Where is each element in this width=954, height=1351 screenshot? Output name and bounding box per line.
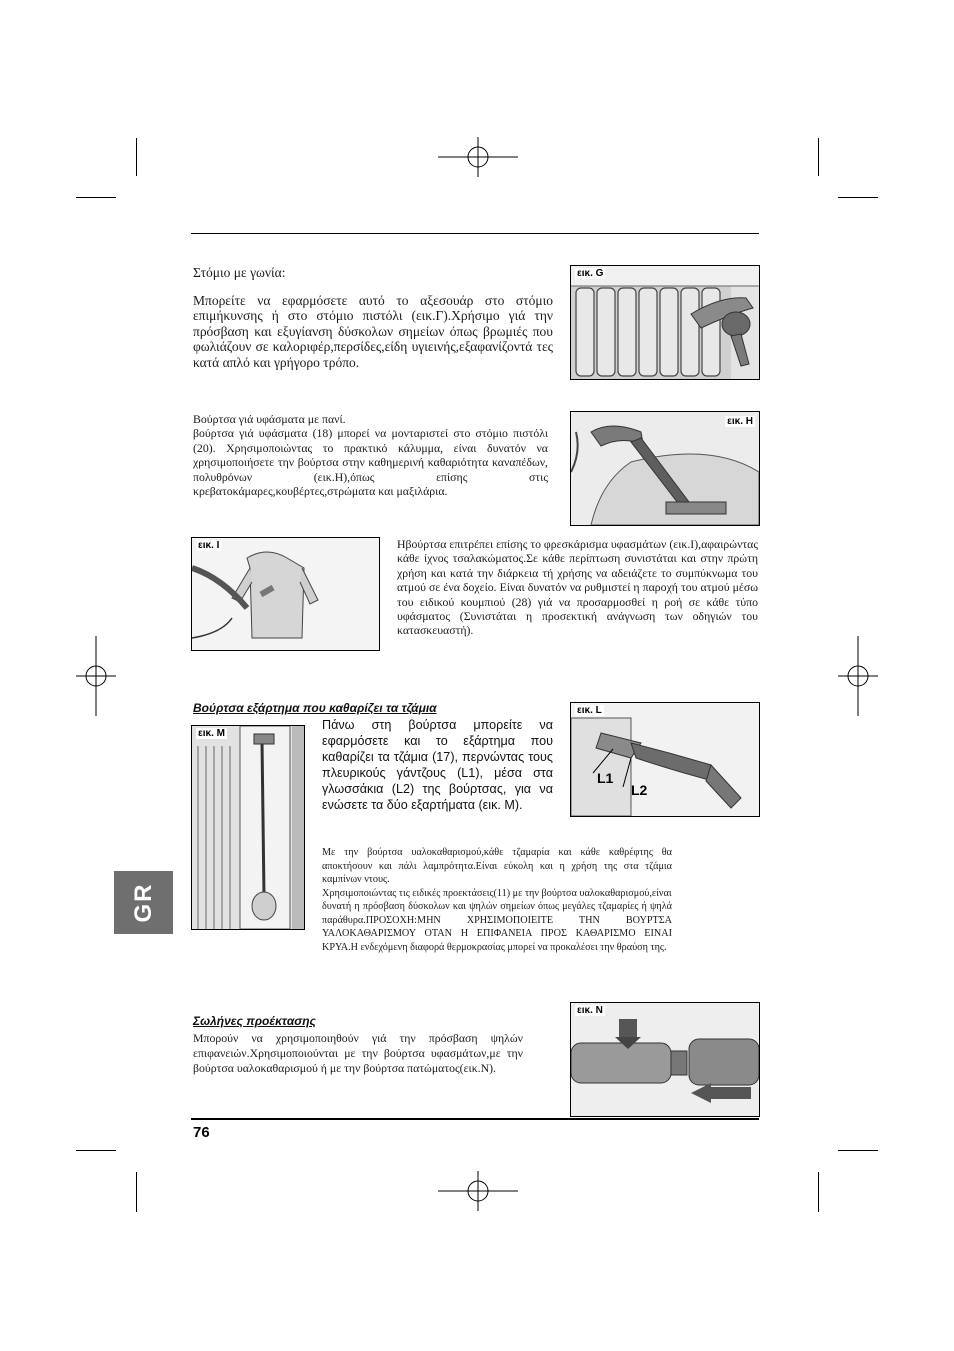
section1 <box>193 265 553 371</box>
crop-mark <box>76 1150 116 1151</box>
section4-title: Σωλήνες προέκτασης <box>193 1014 316 1028</box>
brush-attachment-illustration-icon <box>571 703 759 816</box>
figure-g-label: εικ. G <box>577 268 604 279</box>
page-number: 76 <box>193 1124 210 1141</box>
figure-n <box>570 1002 760 1117</box>
language-tab <box>114 871 173 934</box>
section3-title: Βούρτσα εξάρτημα που καθαρίζει τα τζάμια <box>193 701 437 715</box>
section3-body2: Με την βούρτσα υαλοκαθαρισμού,κάθε τζαμαρία και κάθε καθρέφτης θα αποκτήσουν και πάλι λαμπρότητα.Είναι εύκολη και η χρήση της στα τζάμια καμπίνων ντους. <box>322 847 672 885</box>
figure-g <box>570 265 760 380</box>
figure-m-label: εικ. M <box>198 728 225 739</box>
section2-continued <box>397 537 758 638</box>
section2-body: βούρτσα γιά υφάσματα (18) μπορεί να μονταριστεί στο στόμιο πιστόλι (20). Χρησιμοποιώντας το πρακτικό κάλυμμα, είναι δυνατόν να χρησιμοποιήσετε την βούρτσα στην καθημερινή καθαριότητα καναπέδων, πολυθρόνων (εικ.Η),όπως επίσης στις κρεβατοκάμαρες,κουβέρτες,στρώματα και μαξιλάρια. <box>193 426 548 499</box>
figure-h <box>570 411 760 526</box>
registration-mark-icon <box>438 137 518 177</box>
bottom-rule <box>191 1118 759 1120</box>
garment-steaming-illustration-icon <box>192 538 379 650</box>
section2-body2: Ηβούρτσα επιτρέπει επίσης το φρεσκάρισμα υφασμάτων (εικ.Ι),αφαιρώντας κάθε ίχνος τσαλακώματος.Σε κάθε περίπτωση συνιστάται και στην πρώτη χρήση και κατά την διάρκεια τή χρήσης να αδειάζετε το συμπύκνωμα του ατμού σε ένα δοχείο. Είναι δυνατόν να ρυθμιστεί η παροχή του ατμού μέσω του ειδικού κουμπιού (28) γιά να προσαρμοσθεί η ροή σε κάθε τύπο υφάσματος (Συνιστάται η προσεκτική ανάγνωση των οδηγιών του κατασκευαστή). <box>397 537 758 638</box>
section3-body-block <box>322 717 553 813</box>
section4 <box>193 1031 523 1076</box>
figure-i <box>191 537 380 651</box>
figure-l-l2-label: L2 <box>631 782 648 798</box>
top-rule <box>191 233 759 234</box>
figure-h-label: εικ. H <box>727 416 753 427</box>
section3-body4: δυνατή η πρόσβαση δύσκολων και ψηλών σημείων όπως μεγάλες τζαμαρίες ή ψηλά παράθυρα.ΠΡΟΣΟΧΗ:ΜΗΝ ΧΡΗΣΙΜΟΠΟΙΕΙΤΕ ΤΗΝ ΒΟΥΡΤΣΑ ΥΑΛΟΚΑΘΑΡΙΣΜΟΥ ΟΤΑΝ Η ΕΠΙΦΑΝΕΙΑ ΠΡΟΣ ΚΑΘΑΡΙΣΜΟ ΕΙΝΑΙ ΚΡΥΑ.Η ενδεχόμενη διαφορά θερμοκρασίας μπορεί να προκαλέσει την θραύση της. <box>322 901 672 953</box>
crop-mark <box>136 1172 137 1212</box>
extension-tubes-illustration-icon <box>571 1003 759 1116</box>
figure-l <box>570 702 760 817</box>
radiator-illustration-icon <box>571 266 759 379</box>
section3-details <box>322 846 672 954</box>
section3-body: Πάνω στη βούρτσα μπορείτε να εφαρμόσετε και το εξάρτημα που καθαρίζει τα τζάμια (17), περνώντας τους πλευρικούς γάντζους (L1), μέσα στα γλωσσάκια (L2) της βούρτσας, για να ενώσετε τα δύο εξαρτήματα (εικ. Μ). <box>322 718 553 812</box>
section1-body: Μπορείτε να εφαρμόσετε αυτό το αξεσουάρ στο στόμιο επιμήκυνσης ή στο στόμιο πιστόλι (εικ.Γ).Χρήσιμο γιά την πρόσβαση και εξυγίανση δύσκολων σημείων όπως βρωμιές που φωλιάζουν σε καλοριφέρ,περσίδες,είδη υγιεινής,εξαφανίζοντά τες κατά απλό και γρήγορο τρόπο. <box>193 292 553 370</box>
section1-title: Στόμιο με γωνία: <box>193 265 286 280</box>
crop-mark <box>76 197 116 198</box>
figure-l-l1-label: L1 <box>597 770 614 786</box>
figure-l-label: εικ. L <box>577 705 602 716</box>
crop-mark <box>818 1172 819 1212</box>
figure-i-label: εικ. I <box>198 540 220 551</box>
figure-n-label: εικ. N <box>577 1005 603 1016</box>
sofa-brush-illustration-icon <box>571 412 759 525</box>
registration-mark-icon <box>438 1171 518 1211</box>
section4-body: Μπορούν να χρησιμοποιηθούν γιά την πρόσβαση ψηλών επιφανειών.Χρησιμοποιούνται με την βούρτσα υφασμάτων,με την βούρτσα υαλοκαθαρισμού ή με την βούρτσα πατώματος(εικ.Ν). <box>193 1031 523 1075</box>
window-cleaning-illustration-icon <box>192 726 304 929</box>
crop-mark <box>818 138 819 176</box>
crop-mark <box>838 1150 878 1151</box>
crop-mark <box>136 138 137 176</box>
section2 <box>193 412 548 498</box>
figure-m <box>191 725 305 930</box>
language-tab-label: GR <box>129 882 157 923</box>
registration-mark-icon <box>76 636 116 716</box>
section3-body3: Χρησιμοποιώντας τις ειδικές προεκτάσεις(11) με την βούρτσα υαλοκαθαρισμού,είναι <box>322 887 672 899</box>
crop-mark <box>838 197 878 198</box>
section2-title: Βούρτσα γιά υφάσματα με πανί. <box>193 412 346 426</box>
registration-mark-icon <box>838 636 878 716</box>
